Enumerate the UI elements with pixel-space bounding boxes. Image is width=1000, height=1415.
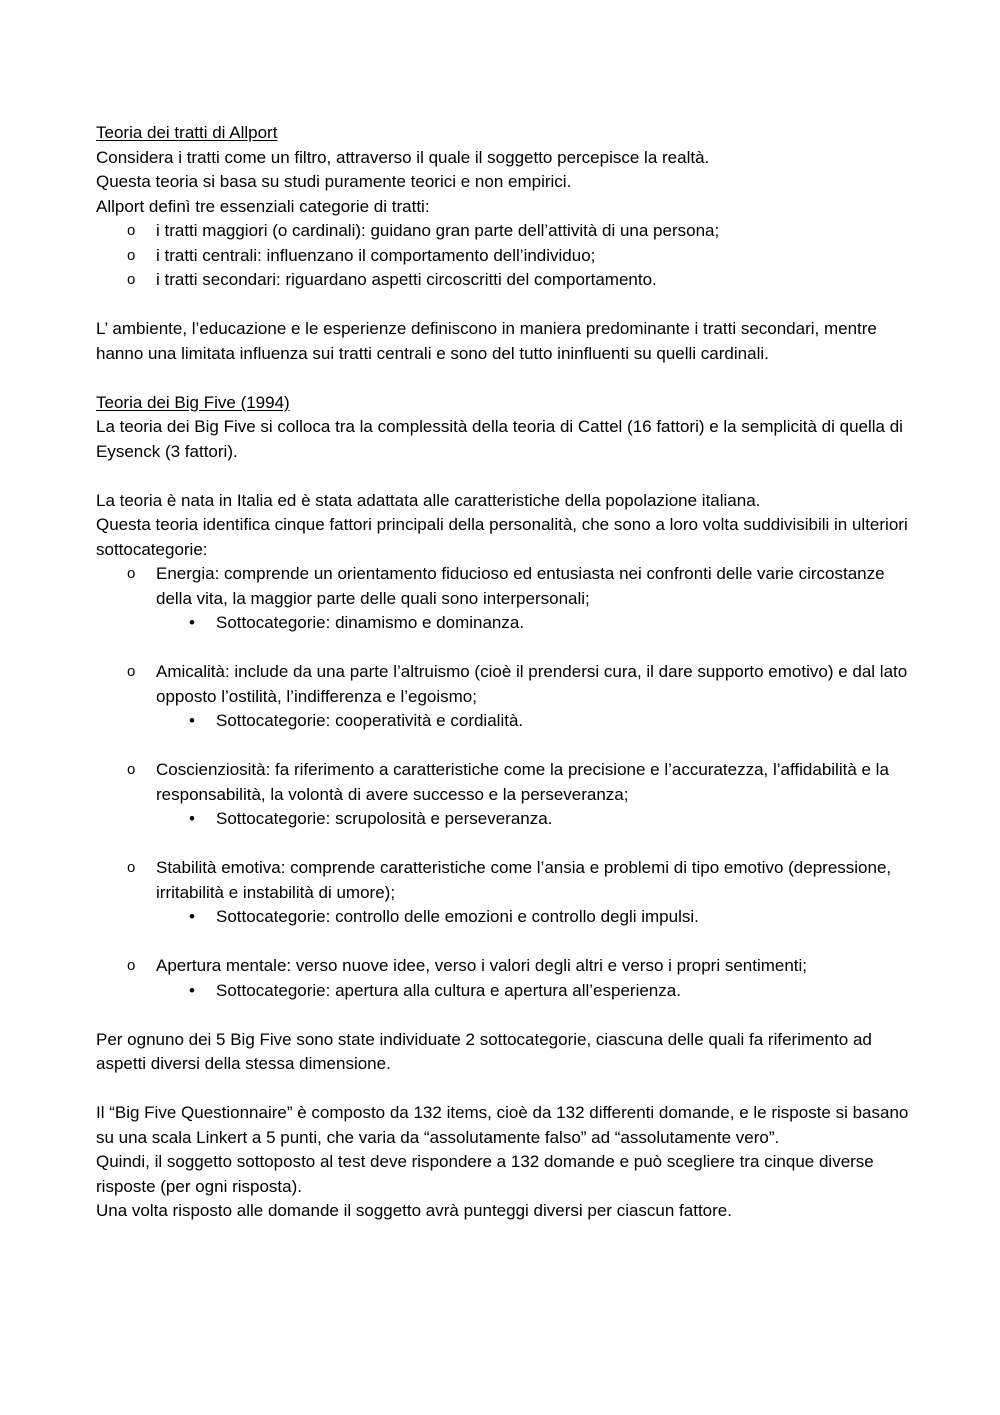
circle-bullet-icon: o: [127, 859, 136, 876]
subcategory-list: [156, 807, 910, 832]
spacer: [96, 366, 910, 391]
bullet-icon: •: [189, 809, 195, 828]
factor-text: Apertura mentale: verso nuove idee, verso i valori degli altri e verso i propri sentimenti;: [156, 956, 808, 975]
big-five-intro: La teoria dei Big Five si colloca tra la complessità della teoria di Cattel (16 fattori) e la semplicità di quella di Eysenck (3 fattori).: [96, 417, 903, 461]
spacer: [96, 464, 910, 489]
bullet-icon: •: [189, 980, 195, 1000]
subcategory-list: [156, 905, 910, 930]
list-item: [156, 807, 910, 832]
subcategory-text: Sottocategorie: dinamismo e dominanza.: [216, 613, 525, 632]
spacer: [96, 1003, 910, 1028]
big-five-scores: Una volta risposto alle domande il soggetto avrà punteggi diversi per ciascun fattore.: [96, 1201, 732, 1220]
spacer: [96, 293, 910, 318]
list-item: [96, 660, 910, 758]
big-five-identify: Questa teoria identifica cinque fattori principali della personalità, che sono a loro volta suddivisibili in ulteriori sottocategorie:: [96, 515, 908, 559]
circle-bullet-icon: o: [127, 222, 136, 239]
circle-bullet-icon: o: [127, 663, 136, 680]
list-item: [156, 709, 910, 734]
trait-text: i tratti centrali: influenzano il comportamento dell’individuo;: [156, 245, 596, 265]
list-item: [96, 856, 910, 954]
factor-text: Stabilità emotiva: comprende caratteristiche come l’ansia e problemi di tipo emotivo (depressione, irritabilità e instabilità di umore);: [156, 858, 892, 902]
allport-traits-list: [96, 219, 910, 293]
list-item: [96, 954, 910, 1003]
trait-text: i tratti maggiori (o cardinali): guidano gran parte dell’attività di una persona;: [156, 221, 720, 240]
spacer: [156, 734, 910, 759]
circle-bullet-icon: o: [127, 761, 136, 778]
circle-bullet-icon: o: [127, 957, 136, 974]
section-title-big-five: Teoria dei Big Five (1994): [96, 392, 290, 412]
subcategory-list: [156, 709, 910, 734]
allport-line-1: Considera i tratti come un filtro, attraverso il quale il soggetto percepisce la realtà.: [96, 147, 710, 167]
spacer: [156, 832, 910, 857]
big-five-questionnaire: Il “Big Five Questionnaire” è composto da 132 items, cioè da 132 differenti domande, e le risposte si basano su una scala Linkert a 5 punti, che varia da “assolutamente falso” ad “assolutamente vero”.: [96, 1103, 909, 1147]
allport-line-3: Allport definì tre essenziali categorie di tratti:: [96, 196, 430, 216]
circle-bullet-icon: o: [127, 271, 136, 288]
subcategory-text: Sottocategorie: cooperatività e cordialità.: [216, 711, 524, 730]
list-item: [96, 268, 910, 293]
trait-text: i tratti secondari: riguardano aspetti circoscritti del comportamento.: [156, 270, 657, 289]
spacer: [156, 930, 910, 955]
circle-bullet-icon: o: [127, 565, 136, 582]
list-item: [96, 758, 910, 856]
list-item: [156, 905, 910, 930]
list-item: [96, 562, 910, 660]
bullet-icon: •: [189, 907, 195, 926]
section-title-allport: Teoria dei tratti di Allport: [96, 123, 278, 142]
big-five-origin: La teoria è nata in Italia ed è stata adattata alle caratteristiche della popolazione italiana.: [96, 490, 761, 510]
subcategory-list: [156, 979, 910, 1004]
list-item: [156, 611, 910, 636]
subcategory-text: Sottocategorie: apertura alla cultura e apertura all’esperienza.: [216, 980, 681, 1000]
subcategory-text: Sottocategorie: controllo delle emozioni e controllo degli impulsi.: [216, 907, 699, 926]
circle-bullet-icon: o: [127, 246, 136, 264]
subcategory-text: Sottocategorie: scrupolosità e perseveranza.: [216, 809, 553, 828]
bullet-icon: •: [189, 711, 195, 730]
list-item: [156, 979, 910, 1004]
allport-line-2: Questa teoria si basa su studi puramente teorici e non empirici.: [96, 172, 572, 191]
allport-paragraph: L’ ambiente, l’educazione e le esperienze definiscono in maniera predominante i tratti secondari, mentre hanno una limitata influenza sui tratti centrali e sono del tutto ininfluenti su quelli cardinali.: [96, 319, 877, 363]
big-five-factors-list: [96, 562, 910, 1003]
factor-text: Amicalità: include da una parte l’altruismo (cioè il prendersi cura, il dare supporto emotivo) e dal lato opposto l’ostilità, l’indifferenza e l’egoismo;: [156, 662, 908, 706]
spacer: [96, 1077, 910, 1102]
big-five-summary: Per ognuno dei 5 Big Five sono state individuate 2 sottocategorie, ciascuna delle quali fa riferimento ad aspetti diversi della stessa dimensione.: [96, 1029, 872, 1073]
factor-text: Coscienziosità: fa riferimento a caratteristiche come la precisione e l’accuratezza, l’affidabilità e la responsabilità, la volontà di avere successo e la perseveranza;: [156, 760, 889, 804]
factor-text: Energia: comprende un orientamento fiducioso ed entusiasta nei confronti delle varie circostanze della vita, la maggior parte delle quali sono interpersonali;: [156, 564, 885, 608]
subcategory-list: [156, 611, 910, 636]
spacer: [156, 636, 910, 661]
big-five-answers: Quindi, il soggetto sottoposto al test deve rispondere a 132 domande e può scegliere tra cinque diverse risposte (per ogni risposta).: [96, 1152, 874, 1196]
list-item: [96, 219, 910, 244]
list-item: [96, 244, 910, 269]
bullet-icon: •: [189, 613, 195, 632]
